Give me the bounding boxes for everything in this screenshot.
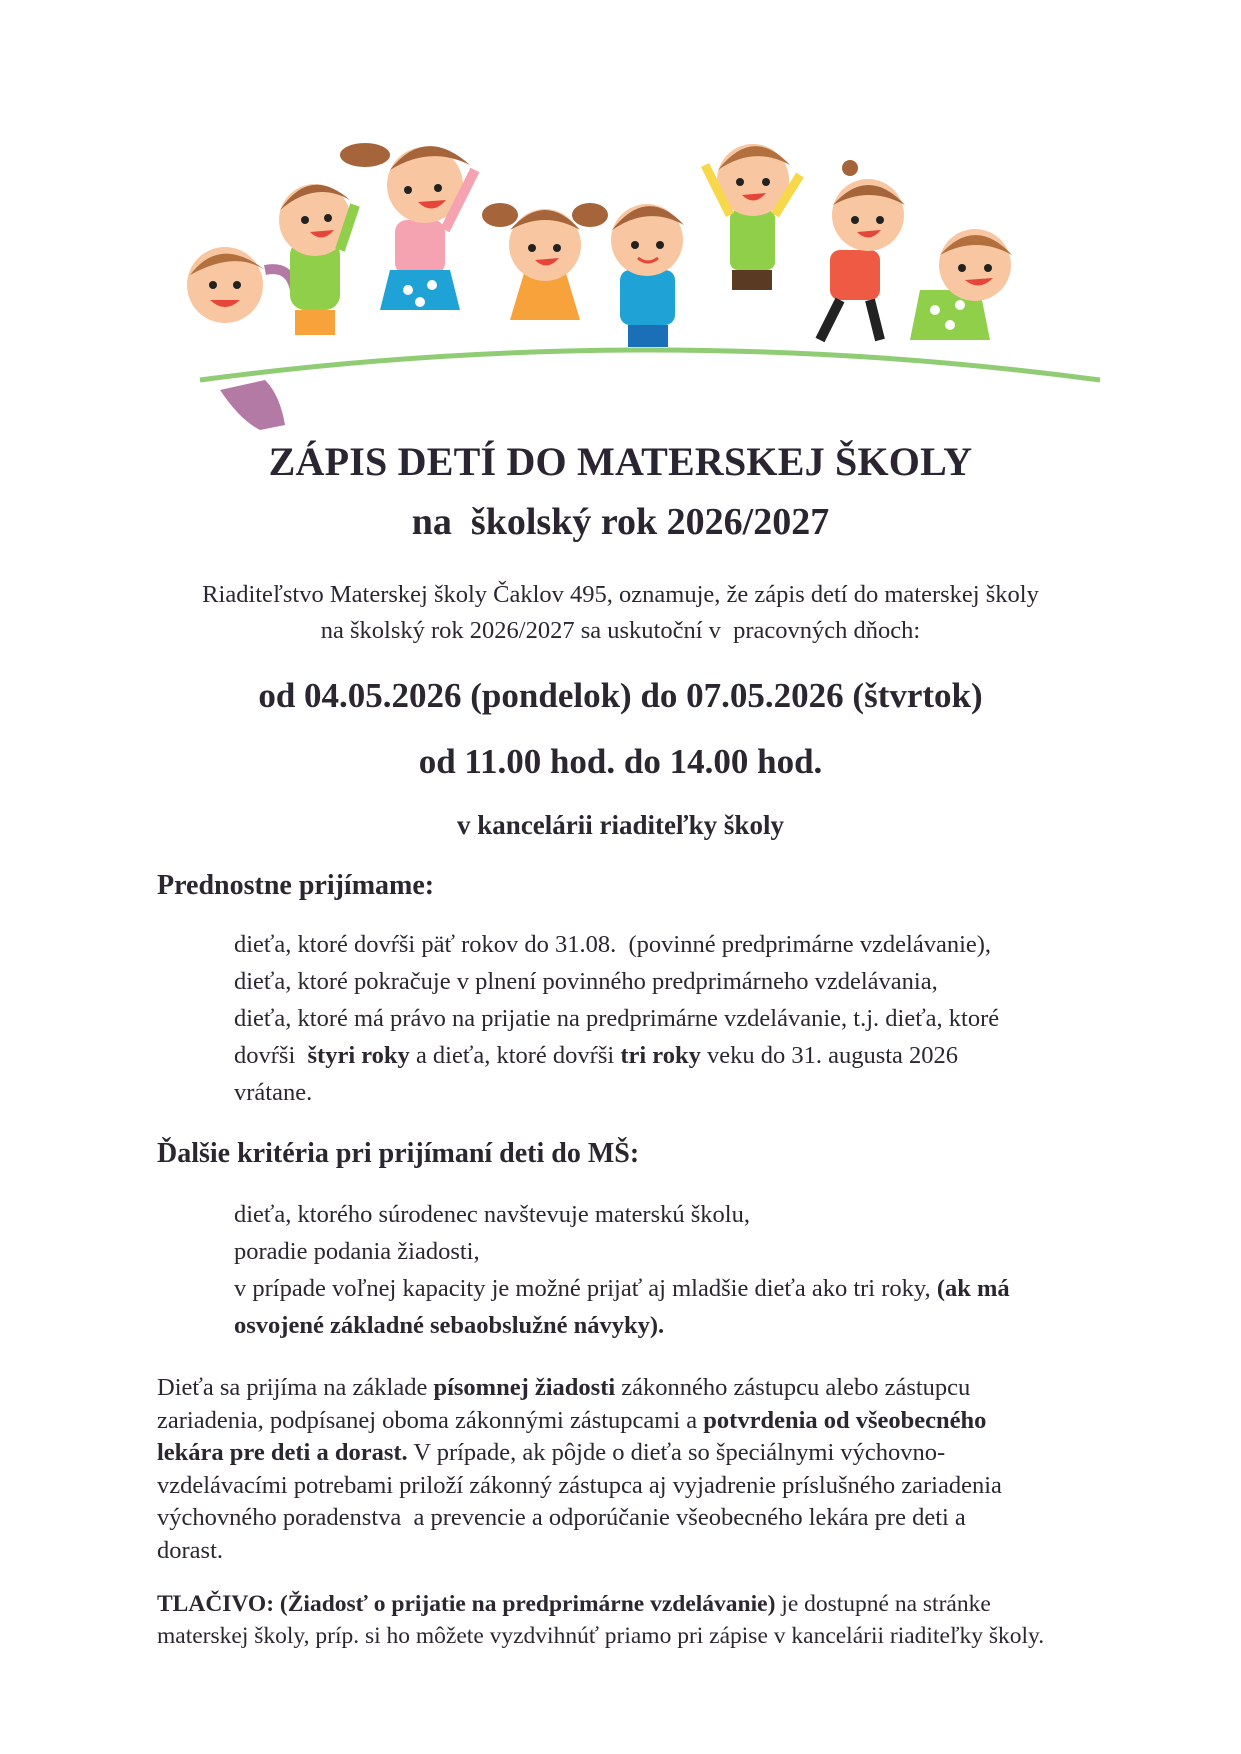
child-red bbox=[820, 160, 905, 340]
criteria-list bbox=[234, 1196, 1164, 1344]
jumping-children-illustration bbox=[150, 140, 1150, 430]
child-pink bbox=[340, 143, 475, 310]
intro-paragraph bbox=[0, 577, 1241, 649]
priority-list bbox=[234, 926, 1164, 1111]
child-blue bbox=[611, 204, 684, 347]
child-orange bbox=[482, 203, 608, 320]
list-item: dieťa, ktorého súrodenec navštevuje materskú školu, bbox=[234, 1201, 750, 1228]
list-item: dieťa, ktoré má právo na prijatie na predprimárne vzdelávanie, t.j. dieťa, ktoré dovŕši štyri roky a dieťa, ktoré dovŕši tri roky veku do 31. augusta 2026 vrátane. bbox=[234, 1005, 1000, 1106]
grass-arc bbox=[200, 350, 1100, 380]
enrollment-place: v kancelárii riaditeľky školy bbox=[457, 810, 784, 840]
list-item: dieťa, ktoré dovŕši päť rokov do 31.08. (povinné predprimárne vzdelávanie), bbox=[234, 931, 992, 958]
child-green-stripes bbox=[279, 184, 355, 335]
criteria-heading: Ďalšie kritéria pri prijímaní deti do MŠ: bbox=[157, 1138, 640, 1169]
list-item: v prípade voľnej kapacity je možné prijať aj mladšie dieťa ako tri roky, (ak má osvojené základné sebaobslužné návyky). bbox=[234, 1275, 1010, 1339]
child-green bbox=[705, 144, 800, 290]
form-note-paragraph: TLAČIVO: (Žiadosť o prijatie na predprimárne vzdelávanie) je dostupné na stránke materskej školy, príp. si ho môžete vyzdvihnúť priamo pri zápise v kancelárii riaditeľky školy. bbox=[157, 1591, 1045, 1649]
enrollment-hours: od 11.00 hod. do 14.00 hod. bbox=[418, 742, 823, 781]
priority-heading: Prednostne prijímame: bbox=[157, 870, 435, 901]
list-item: poradie podania žiadosti, bbox=[234, 1238, 480, 1265]
intro-line-2: na školský rok 2026/2027 sa uskutoční v pracovných dňoch: bbox=[320, 617, 921, 644]
child-purple bbox=[187, 247, 295, 430]
illustration-svg bbox=[150, 140, 1150, 430]
page-title: ZÁPIS DETÍ DO MATERSKEJ ŠKOLY bbox=[268, 439, 973, 484]
enrollment-dates: od 04.05.2026 (pondelok) do 07.05.2026 (štvrtok) bbox=[258, 676, 983, 715]
list-item: dieťa, ktoré pokračuje v plnení povinného predprimárneho vzdelávania, bbox=[234, 968, 938, 995]
intro-line-1: Riaditeľstvo Materskej školy Čaklov 495, oznamuje, že zápis detí do materskej školy bbox=[202, 581, 1039, 608]
requirements-paragraph: Dieťa sa prijíma na základe písomnej žiadosti zákonného zástupcu alebo zástupcu zariadenia, podpísanej oboma zákonnými zástupcami a potvrdenia od všeobecného lekára pre deti a dorast. V prípade, ak pôjde o dieťa so špeciálnymi výchovno- vzdelávacími potrebami priloží zákonný zástupca aj vyjadrenie príslušného zariadenia výchovného poradenstva a prevencie a odporúčanie všeobecného lekára pre deti a dorast. bbox=[157, 1374, 1002, 1564]
child-green-dress bbox=[910, 229, 1012, 340]
page-subtitle: na školský rok 2026/2027 bbox=[411, 501, 830, 543]
